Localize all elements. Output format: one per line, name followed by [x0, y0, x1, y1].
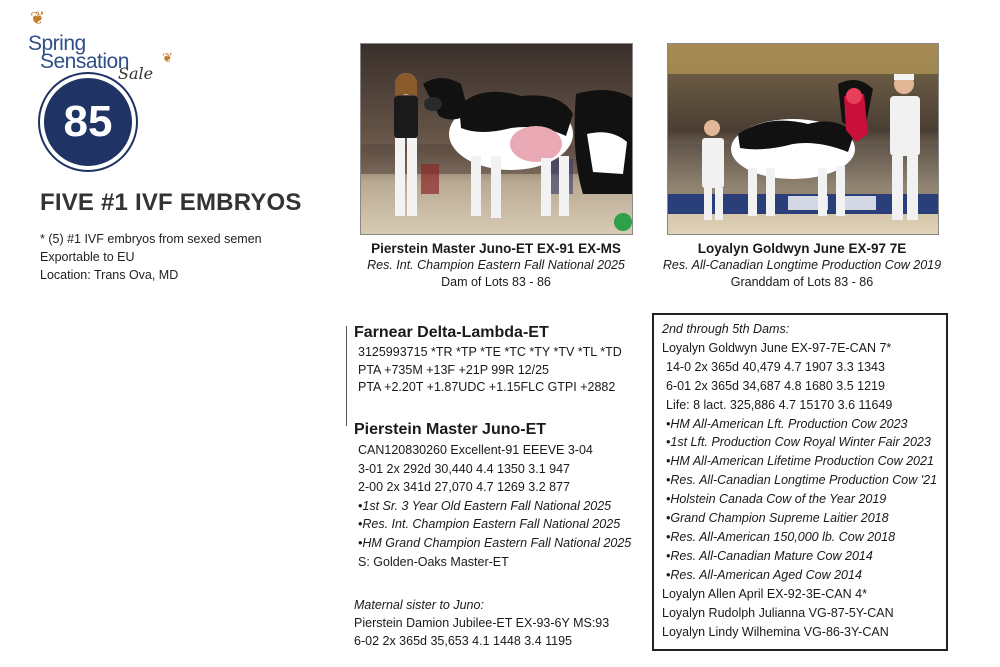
- dam-line: 2-00 2x 341d 27,070 4.7 1269 3.2 877: [358, 480, 570, 495]
- dam-photo: [360, 43, 633, 235]
- sire-info: [354, 322, 644, 397]
- dams-box-heading: 2nd through 5th Dams:: [662, 322, 790, 336]
- description-line: Exportable to EU: [40, 250, 135, 264]
- lot-number-badge: [40, 74, 136, 170]
- dam-line: CAN120830260 Excellent-91 EEEVE 3-04: [358, 443, 593, 457]
- second-dam-award: •Res. All-American 150,000 lb. Cow 2018: [666, 529, 896, 544]
- lot-headline: FIVE #1 IVF EMBRYOS: [40, 189, 302, 216]
- sire-line: 3125993715 *TR *TP *TE *TC *TY *TV *TL *TD: [358, 345, 622, 359]
- dam-name: Pierstein Master Juno-ET: [354, 421, 547, 438]
- maternal-sister-info: [354, 596, 654, 650]
- description-line: Location: Trans Ova, MD: [40, 268, 179, 282]
- second-dam-record: 14-0 2x 365d 40,479 4.7 1907 3.3 1343: [666, 359, 885, 374]
- granddam-photo: [667, 43, 939, 235]
- third-dam-name: Loyalyn Allen April EX-92-3E-CAN 4*: [662, 586, 867, 601]
- dam-award: •1st Sr. 3 Year Old Eastern Fall National 2025: [358, 498, 612, 513]
- second-dam-award: •1st Lft. Production Cow Royal Winter Fair 2023: [666, 435, 931, 450]
- dam-photo-name: Pierstein Master Juno-ET EX-91 EX-MS: [371, 241, 621, 256]
- dam-award: •Res. Int. Champion Eastern Fall National 2025: [358, 517, 621, 532]
- dam-photo-award: Res. Int. Champion Eastern Fall National 2025: [367, 258, 625, 272]
- granddam-photo-name: Loyalyn Goldwyn June EX-97 7E: [697, 241, 907, 256]
- lot-description: [40, 230, 262, 284]
- second-dam-award: •Grand Champion Supreme Laitier 2018: [666, 511, 889, 526]
- dam-photo-relation: Dam of Lots 83 - 86: [441, 275, 551, 289]
- dam-info: [354, 419, 654, 571]
- butterfly-icon: ❦: [30, 8, 46, 28]
- second-dam-award: •HM All-American Lft. Production Cow 2023: [666, 416, 908, 431]
- logo-sale-text: Sale: [118, 64, 154, 83]
- second-dam-record: Life: 8 lact. 325,886 4.7 15170 3.6 11649: [666, 397, 893, 412]
- dam-award: •HM Grand Champion Eastern Fall National 2025: [358, 535, 632, 550]
- granddam-photo-image: [668, 44, 939, 235]
- dam-sire-line: S: Golden-Oaks Master-ET: [358, 554, 509, 569]
- second-dam-award: •Res. All-Canadian Mature Cow 2014: [666, 548, 873, 563]
- logo-spring-text: Spring: [28, 32, 86, 55]
- fifth-dam-name: Loyalyn Lindy Wilhemina VG-86-3Y-CAN: [662, 624, 889, 639]
- second-dam-award: •Res. All-Canadian Longtime Production Cow '21: [666, 473, 938, 488]
- dam-line: 3-01 2x 292d 30,440 4.4 1350 3.1 947: [358, 461, 570, 476]
- second-dam-award: •HM All-American Lifetime Production Cow 2021: [666, 454, 934, 469]
- maternal-sister-name: Pierstein Damion Jubilee-ET EX-93-6Y MS:93: [354, 616, 610, 630]
- sire-name: Farnear Delta-Lambda-ET: [354, 324, 549, 341]
- second-dam-name: Loyalyn Goldwyn June EX-97-7E-CAN 7*: [662, 340, 892, 355]
- butterfly-small-icon: ❦: [162, 50, 173, 65]
- logo-sensation-text: Sensation: [40, 50, 129, 73]
- second-dam-record: 6-01 2x 365d 34,687 4.8 1680 3.5 1219: [666, 378, 885, 393]
- dam-photo-caption: [346, 240, 646, 291]
- spring-sensation-sale-logo: [22, 6, 192, 86]
- description-line: * (5) #1 IVF embryos from sexed semen: [40, 232, 262, 246]
- second-dam-award: •Res. All-American Aged Cow 2014: [666, 567, 862, 582]
- dam-photo-image: [361, 44, 633, 235]
- granddam-photo-relation: Granddam of Lots 83 - 86: [730, 275, 874, 289]
- lot-number: 85: [63, 97, 113, 146]
- granddam-photo-award: Res. All-Canadian Longtime Production Cow 2019: [662, 258, 942, 272]
- granddam-photo-caption: [652, 240, 952, 291]
- fourth-dam-name: Loyalyn Rudolph Julianna VG-87-5Y-CAN: [662, 605, 894, 620]
- maternal-sister-record: 6-02 2x 365d 35,653 4.1 1448 3.4 1195: [354, 634, 573, 648]
- second-dam-award: •Holstein Canada Cow of the Year 2019: [666, 492, 887, 507]
- maternal-sister-heading: Maternal sister to Juno:: [354, 598, 484, 612]
- pedigree-bracket-line: [346, 326, 347, 426]
- sire-line: PTA +735M +13F +21P 99R 12/25: [358, 362, 549, 377]
- ancestor-dams-box: [652, 313, 948, 651]
- sire-line: PTA +2.20T +1.87UDC +1.15FLC GTPI +2882: [358, 380, 616, 394]
